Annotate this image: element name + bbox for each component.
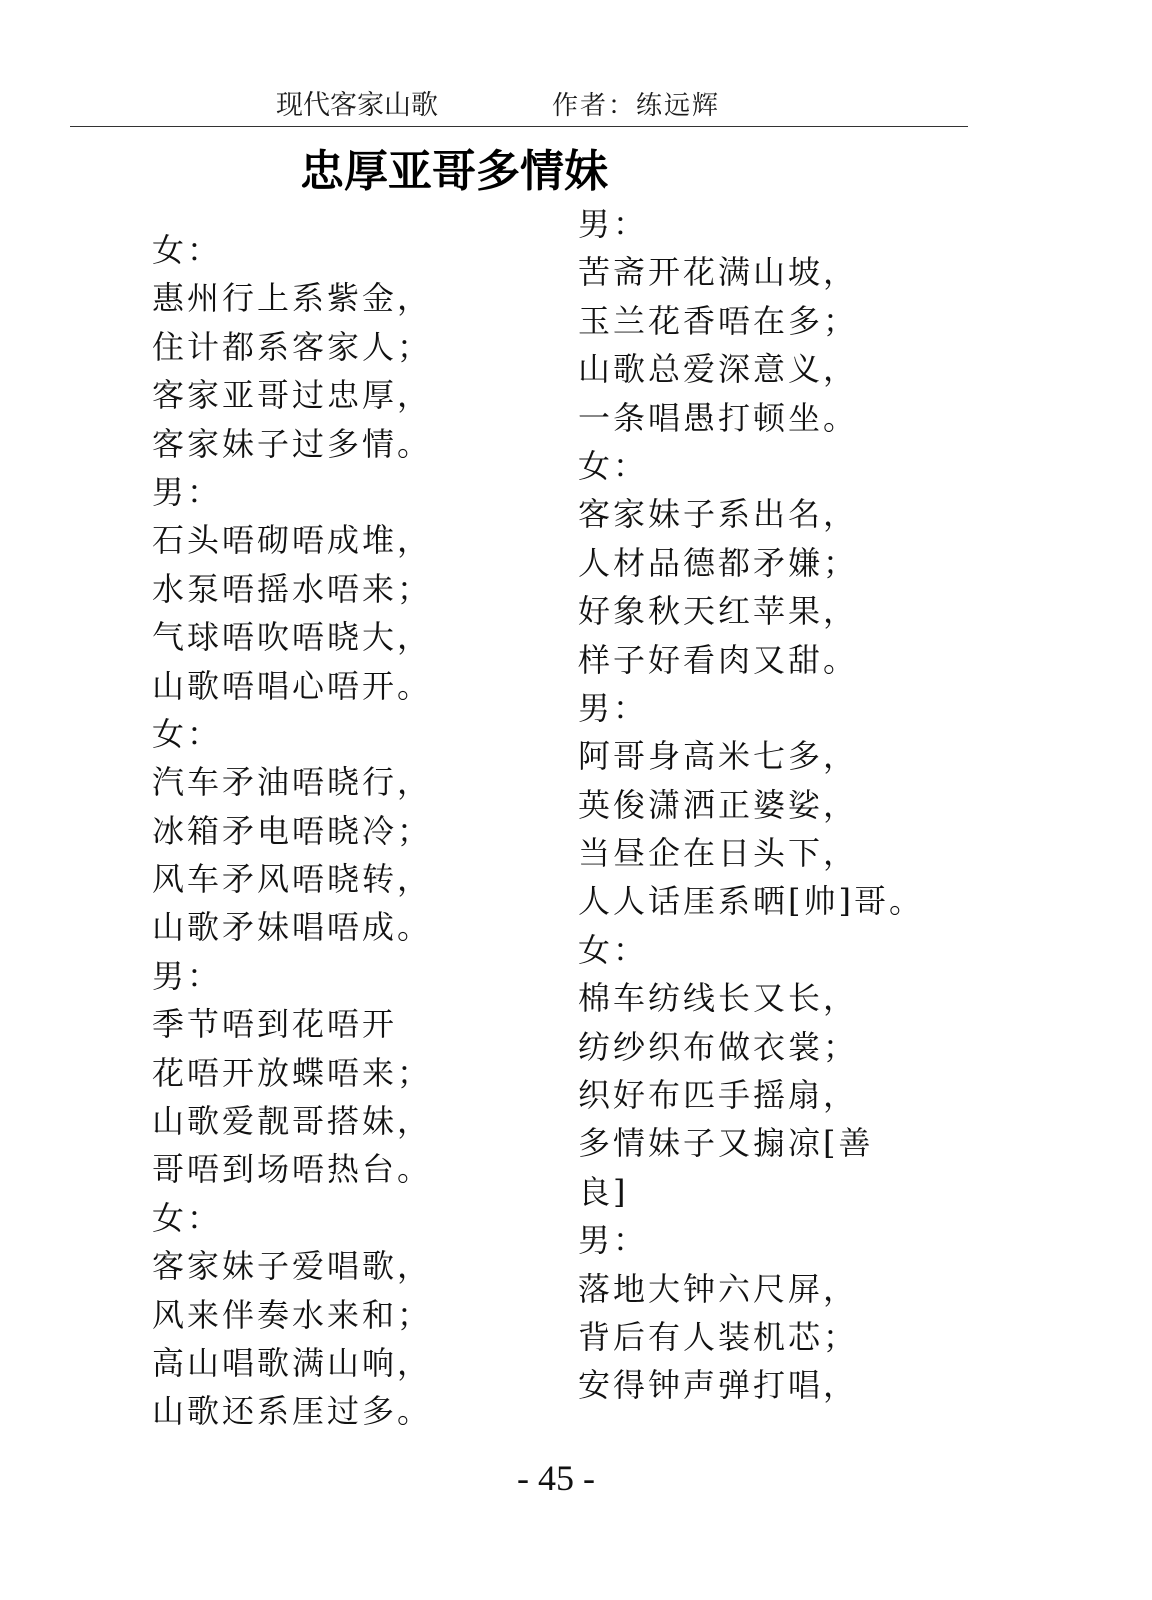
verse-line: 多情妹子又搧凉[善 <box>578 1124 874 1163</box>
verse-line: 风来伴奏水来和； <box>152 1295 433 1334</box>
verse-line: 哥唔到场唔热台。 <box>152 1150 433 1189</box>
verse-line: 棉车纺线长又长， <box>578 979 859 1018</box>
verse-line: 一条唱愚打顿坐。 <box>578 398 859 437</box>
stanza-speaker: 女： <box>152 714 223 753</box>
verse-line: 山歌矛妹唱唔成。 <box>152 908 433 947</box>
verse-line: 山歌总爱深意义， <box>578 350 859 389</box>
poem-column-right <box>578 200 998 1410</box>
verse-line: 人人话厓系晒[帅]哥。 <box>578 882 924 921</box>
verse-line: 山歌爱靓哥搭妹， <box>152 1102 433 1141</box>
verse-line: 汽车矛油唔晓行， <box>152 763 433 802</box>
verse-line: 石头唔砌唔成堆， <box>152 521 433 560</box>
stanza-speaker: 男： <box>578 1221 649 1260</box>
verse-line: 良] <box>578 1172 629 1211</box>
stanza-speaker: 男： <box>152 472 223 511</box>
stanza-speaker: 女： <box>578 446 649 485</box>
poem-column-left <box>152 226 552 1436</box>
verse-line: 安得钟声弹打唱， <box>578 1366 859 1405</box>
stanza-speaker: 男： <box>578 205 649 243</box>
verse-line: 山歌唔唱心唔开。 <box>152 666 433 705</box>
verse-line: 气球唔吹唔晓大， <box>152 618 433 657</box>
verse-line: 惠州行上系紫金， <box>152 279 433 318</box>
verse-line: 人材品德都矛嫌； <box>578 543 859 582</box>
verse-line: 住计都系客家人； <box>152 327 433 366</box>
verse-line: 好象秋天红苹果， <box>578 592 859 631</box>
verse-line: 风车矛风唔晓转， <box>152 860 433 899</box>
verse-line: 高山唱歌满山响， <box>152 1343 433 1382</box>
verse-line: 客家妹子爱唱歌， <box>152 1247 433 1286</box>
verse-line: 冰箱矛电唔晓冷； <box>152 811 433 850</box>
verse-line: 背后有人装机芯； <box>578 1317 859 1356</box>
page-number: - 45 - <box>517 1458 595 1498</box>
poem-title: 忠厚亚哥多情妹 <box>300 146 608 197</box>
verse-line: 阿哥身高米七多， <box>578 737 859 776</box>
verse-line: 落地大钟六尺屏， <box>578 1269 859 1308</box>
running-header <box>0 86 1152 126</box>
verse-line: 样子好看肉又甜。 <box>578 640 859 679</box>
verse-line: 纺纱织布做衣裳； <box>578 1027 859 1066</box>
stanza-speaker: 男： <box>152 956 223 995</box>
verse-line: 苦斋开花满山坡， <box>578 253 859 292</box>
verse-line: 英俊潇洒正婆娑， <box>578 785 859 824</box>
verse-line: 客家妹子过多情。 <box>152 424 433 463</box>
verse-line: 山歌还系厓过多。 <box>152 1392 433 1431</box>
verse-line: 花唔开放蝶唔来； <box>152 1053 433 1092</box>
stanza-speaker: 男： <box>578 688 649 727</box>
verse-line: 季节唔到花唔开 <box>152 1005 398 1044</box>
verse-line: 客家亚哥过忠厚， <box>152 376 433 415</box>
stanza-speaker: 女： <box>152 1198 223 1237</box>
verse-line: 客家妹子系出名， <box>578 495 859 534</box>
verse-line: 玉兰花香唔在多； <box>578 301 859 340</box>
verse-line: 当昼企在日头下， <box>578 834 859 873</box>
book-title: 现代客家山歌 <box>276 90 438 121</box>
author-credit: 作者：练远辉 <box>552 91 721 121</box>
stanza-speaker: 女： <box>152 231 223 269</box>
stanza-speaker: 女： <box>578 930 649 969</box>
verse-line: 水泵唔摇水唔来； <box>152 569 433 608</box>
verse-line: 织好布匹手摇扇， <box>578 1076 859 1115</box>
header-divider <box>70 126 968 127</box>
